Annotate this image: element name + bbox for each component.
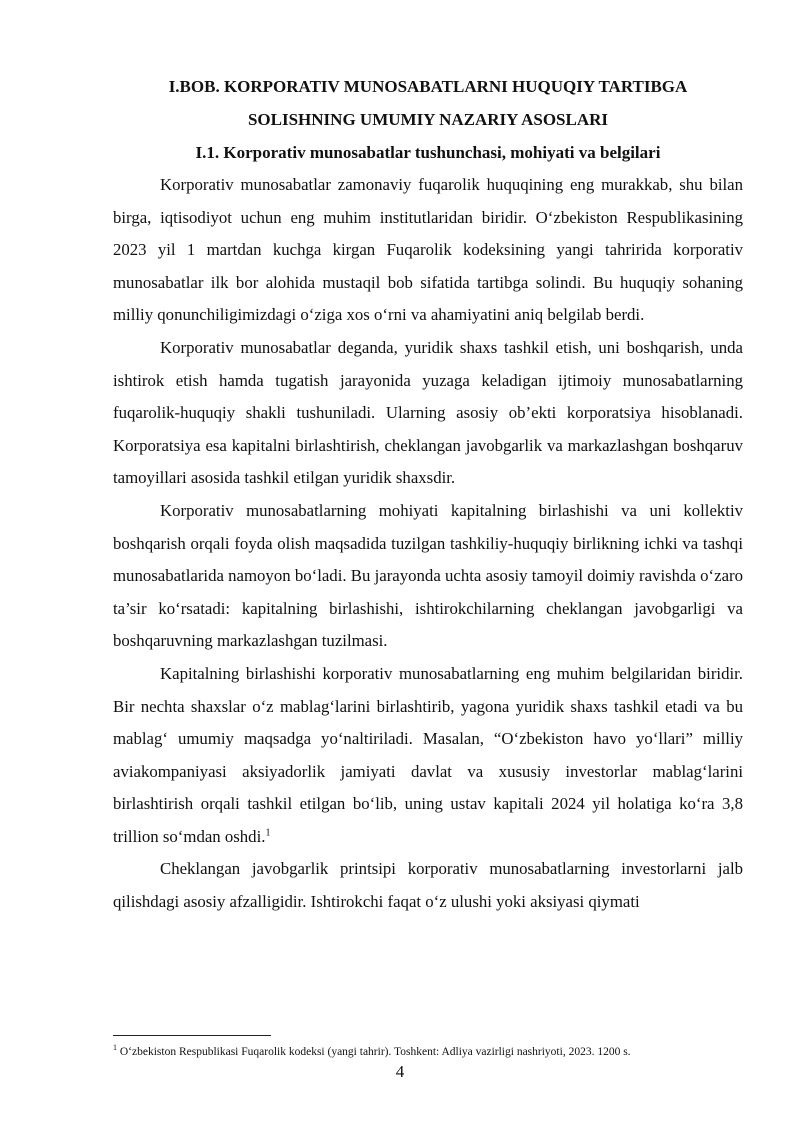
page-body: [113, 70, 743, 919]
paragraph: Korporativ munosabatlar deganda, yuridik shaxs tashkil etish, uni boshqarish, unda ishtirok etish hamda tugatish jarayonida yuzaga keladigan ijtimoiy munosabatlarning fuqarolik-huquqiy shakli tushuniladi. Ularning asosiy ob’ekti korporatsiya hisoblanadi. Korporatsiya esa kapitalni birlashtirish, cheklangan javobgarlik va markazlashgan boshqaruv tamoyillari asosida tashkil etilgan yuridik shaxsdir.: [113, 337, 743, 488]
paragraph: Cheklangan javobgarlik printsipi korporativ munosabatlarning investorlarni jalb qilishdagi asosiy afzalligidir. Ishtirokchi faqat o‘z ulushi yoki aksiyasi qiymati: [113, 859, 743, 912]
paragraph: Korporativ munosabatlarning mohiyati kapitalning birlashishi va uni kollektiv boshqarish orqali foyda olish maqsadida tuzilgan tashkiliy-huquqiy birlikning ichki va tashqi munosabatlarida namoyon bo‘ladi. Bu jarayonda uchta asosiy tamoyil doimiy ravishda o‘zaro ta’sir ko‘rsatadi: kapitalning birlashishi, ishtirokchilarning cheklangan javobgarligi va boshqaruvning markazlashgan tuzilmasi.: [113, 500, 743, 651]
page-number: 4: [395, 1062, 405, 1081]
section-title: I.1. Korporativ munosabatlar tushunchasi, mohiyati va belgilari: [195, 143, 661, 162]
paragraph-text: Kapitalning birlashishi korporativ munosabatlarning eng muhim belgilaridan biridir. Bir nechta shaxslar o‘z mablag‘larini birlashtirib, yagona yuridik shaxs tashkil etadi va bu mablag‘ umumiy maqsadga yo‘naltiriladi. Masalan, “O‘zbekiston havo yo‘llari” milliy aviakompaniyasi aksiyadorlik jamiyati davlat va xususiy investorlar mablag‘larini birlashtirish orqali tashkil etilgan bo‘lib, uning ustav kapitali 2024 yil holatiga ko‘ra 3,8 trillion so‘mdan oshdi.: [113, 663, 743, 846]
footnote-text: O‘zbekiston Respublikasi Fuqarolik kodeksi (yangi tahrir). Toshkent: Adliya vazirligi nashriyoti, 2023. 1200 s.: [119, 1045, 631, 1058]
footnote-reference[interactable]: 1: [265, 827, 271, 839]
footnote: [113, 1041, 753, 1059]
paragraph: Korporativ munosabatlar zamonaviy fuqarolik huquqining eng murakkab, shu bilan birga, iqtisodiyot uchun eng muhim institutlaridan biridir. O‘zbekiston Respublikasining 2023 yil 1 martdan kuchga kirgan Fuqarolik kodeksining yangi tahririda korporativ munosabatlar ilk bor alohida mustaqil bob sifatida tartibga solindi. Bu huquqiy sohaning milliy qonunchiligimizdagi o‘ziga xos o‘rni va ahamiyatini aniq belgilab berdi.: [113, 175, 743, 325]
chapter-title-line-2: SOLISHNING UMUMIY NAZARIY ASOSLARI: [247, 110, 609, 129]
chapter-title-line-1: I.BOB. KORPORATIV MUNOSABATLARNI HUQUQIY TARTIBGA: [168, 77, 688, 96]
footnote-marker: 1: [113, 1043, 117, 1052]
footnote-divider: [113, 1035, 271, 1036]
paragraph: [113, 658, 743, 854]
